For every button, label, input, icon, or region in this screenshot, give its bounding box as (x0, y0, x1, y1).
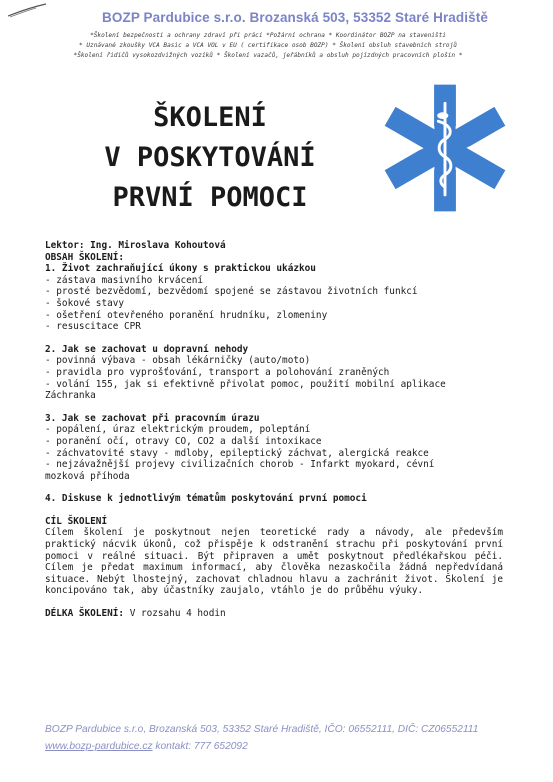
footer-address: BOZP Pardubice s.r.o, Brozanská 503, 53352 Staré Hradiště, IČO: 06552111, DIČ: CZ06552111 (45, 724, 479, 735)
list-item: mozková příhoda (45, 470, 130, 482)
duration (45, 608, 525, 620)
services-list (38, 31, 498, 62)
list-item: - šokové stavy (45, 297, 125, 309)
services-line: * Uznávané zkoušky VCA Basic a VCA VOL v EU ( certifikace osob BOZP) * Školení obsluh stavebních strojů (79, 42, 457, 50)
duration-label: DÉLKA ŠKOLENÍ: (45, 608, 125, 620)
list-item: - prosté bezvědomí, bezvědomí spojené se zástavou životních funkcí (45, 286, 418, 298)
pen-mark-icon (6, 2, 48, 20)
goal-text: Cílem školení je poskytnout nejen teoretické rady a návody, ale především praktický nácvik úkonů, což přispěje k odstranění strachu při poskytování první pomoci v reálné situaci. Být připraven a umět poskytnout předlékařskou péči. Cílem je předat maximum informací, aby člověka nezaskočila žádná nepředvídaná situace. Nebýt lhostejný, zachovat chladnou hlavu a zachránit život. Školení je koncipováno tak, aby účastníky zaujalo, vtáhlo je do průběhu výuky. (45, 527, 503, 597)
lecturer: Lektor: Ing. Miroslava Kohoutová (45, 240, 226, 251)
duration-value: V rozsahu 4 hodin (129, 608, 226, 620)
list-item: - pravidla pro vyprošťování, transport a polohování zraněných (45, 366, 390, 378)
title-line: ŠKOLENÍ (153, 102, 267, 133)
document-title (40, 98, 380, 218)
section-heading: 3. Jak se zachovat při pracovním úrazu (45, 412, 260, 424)
star-of-life-icon (378, 78, 512, 218)
content-heading: OBSAH ŠKOLENÍ: (45, 251, 125, 263)
list-item: - zástava masivního krvácení (45, 274, 204, 286)
list-item: - povinná výbava - obsah lékárničky (auto/moto) (45, 355, 311, 367)
footer (45, 721, 515, 755)
content-body (45, 240, 525, 620)
list-item: - popálení, úraz elektrickým proudem, poleptání (45, 424, 311, 436)
list-item: - záchvatovité stavy - mdloby, epileptický záchvat, alergická reakce (45, 447, 429, 459)
website-link[interactable]: www.bozp-pardubice.cz (45, 741, 153, 752)
section-heading: 1. Život zachraňující úkony s praktickou ukázkou (45, 263, 316, 275)
footer-contact-line (45, 738, 515, 755)
list-item: - ošetření otevřeného poranění hrudníku, zlomeniny (45, 309, 328, 321)
services-line: *Školení bezpečnosti a ochrany zdraví při práci *Požární ochrana * Koordinátor BOZP na staveništi (90, 32, 446, 39)
title-line: V POSKYTOVÁNÍ (104, 142, 316, 173)
section-heading: 4. Diskuse k jednotlivým tématům poskytování první pomoci (45, 493, 367, 505)
list-item: - nejzávažnější projevy civilizačních chorob - Infarkt myokard, cévní (45, 459, 435, 471)
footer-contact: kontakt: 777 652092 (152, 741, 248, 752)
title-line: PRVNÍ POMOCI (112, 182, 308, 213)
goal-heading: CÍL ŠKOLENÍ (45, 515, 108, 527)
section-heading: 2. Jak se zachovat u dopravní nehody (45, 343, 249, 355)
list-item: - resuscitace CPR (45, 321, 141, 333)
list-item: - volání 155, jak si efektivně přivolat pomoc, použití mobilní aplikace (45, 378, 446, 390)
list-item: - poranění očí, otravy CO, CO2 a další intoxikace (45, 435, 322, 447)
services-line: *Školení řidičů vysokozdvižných vozíků * Školení vazačů, jeřábníků a obsluh pojízdných pracovních plošin * (73, 52, 463, 60)
list-item: Záchranka (45, 390, 96, 402)
company-header: BOZP Pardubice s.r.o. Brozanská 503, 53352 Staré Hradiště (102, 10, 488, 25)
